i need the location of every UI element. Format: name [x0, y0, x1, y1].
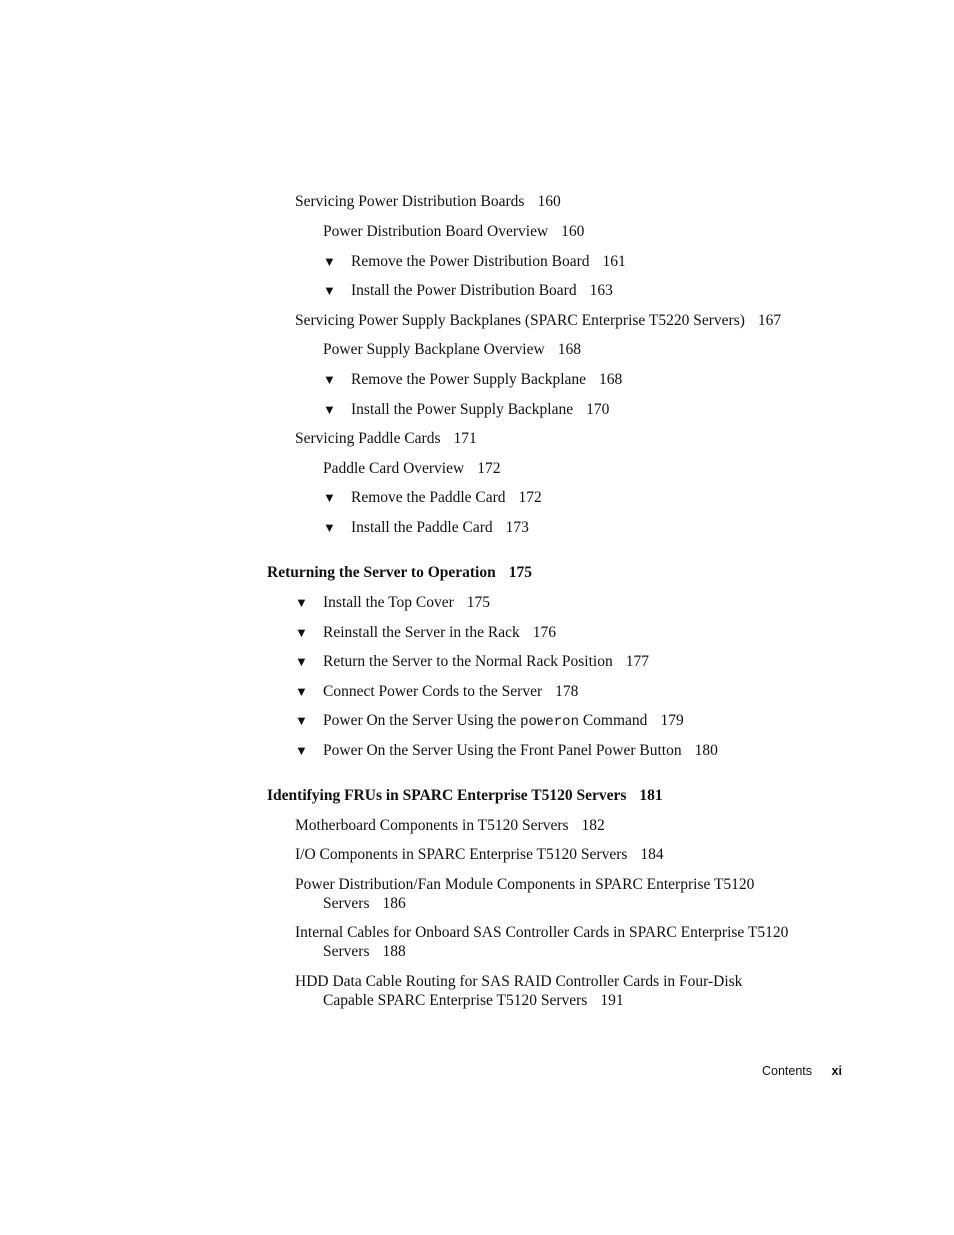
toc-entry-title: Reinstall the Server in the Rack	[323, 624, 520, 641]
toc-chapter-entry[interactable]	[267, 563, 532, 582]
toc-entry-title-line2: Servers	[323, 943, 370, 960]
toc-entry-title: Servicing Power Distribution Boards	[295, 193, 525, 210]
toc-task-entry[interactable]	[323, 252, 626, 271]
toc-entry[interactable]	[323, 222, 584, 241]
toc-entry-page: 173	[505, 519, 529, 536]
toc-task-entry[interactable]	[295, 741, 718, 760]
task-triangle-icon: ▼	[295, 625, 308, 640]
toc-entry-title-line1: HDD Data Cable Routing for SAS RAID Controller Cards in Four-Disk	[295, 973, 743, 990]
toc-entry-title: Paddle Card Overview	[323, 460, 465, 477]
toc-entry-page: 160	[537, 193, 561, 210]
toc-task-entry[interactable]	[323, 400, 610, 419]
task-triangle-icon: ▼	[323, 254, 336, 269]
toc-entry-page: 191	[600, 992, 624, 1009]
toc-entry-title-line1: Power Distribution/Fan Module Components in SPARC Enterprise T5120	[295, 876, 755, 893]
task-triangle-icon: ▼	[323, 402, 336, 417]
toc-task-entry[interactable]	[295, 623, 556, 642]
toc-chapter-title: Returning the Server to Operation	[267, 564, 496, 581]
toc-entry-multiline[interactable]	[295, 875, 754, 913]
toc-entry-title: Return the Server to the Normal Rack Position	[323, 653, 613, 670]
toc-entry-title-line1: Internal Cables for Onboard SAS Controller Cards in SPARC Enterprise T5120	[295, 924, 789, 941]
toc-task-entry[interactable]	[323, 281, 613, 300]
task-triangle-icon: ▼	[295, 654, 308, 669]
toc-entry-title: Power Supply Backplane Overview	[323, 341, 545, 358]
toc-task-entry[interactable]	[323, 518, 529, 537]
toc-chapter-page: 181	[639, 787, 663, 804]
task-triangle-icon: ▼	[323, 372, 336, 387]
toc-entry-multiline[interactable]	[295, 923, 788, 961]
toc-entry-title-end: Command	[582, 712, 648, 729]
toc-entry-page: 161	[602, 253, 626, 270]
toc-entry[interactable]	[295, 192, 561, 211]
footer-label: Contents	[762, 1064, 813, 1078]
toc-entry[interactable]	[295, 429, 477, 448]
command-name-code: poweron	[520, 714, 579, 730]
toc-entry-page: 182	[581, 817, 605, 834]
toc-entry-page: 167	[757, 312, 782, 329]
toc-entry-page: 168	[557, 341, 581, 358]
toc-entry-title: Remove the Paddle Card	[351, 489, 506, 506]
task-triangle-icon: ▼	[323, 490, 336, 505]
toc-entry-title: Connect Power Cords to the Server	[323, 683, 543, 700]
toc-entry-page: 184	[640, 846, 664, 863]
toc-task-entry[interactable]	[295, 652, 649, 671]
toc-entry-title: Servicing Paddle Cards	[295, 430, 441, 447]
toc-entry-page: 176	[532, 624, 556, 641]
task-triangle-icon: ▼	[295, 743, 308, 758]
toc-entry-title: Install the Power Distribution Board	[351, 282, 577, 299]
toc-entry-title: Install the Power Supply Backplane	[351, 401, 574, 418]
toc-entry-page: 172	[477, 460, 501, 477]
toc-task-entry[interactable]	[295, 711, 684, 732]
toc-entry-page: 163	[589, 282, 613, 299]
toc-entry-title: Power On the Server Using the Front Panel Power Button	[323, 742, 682, 759]
toc-entry-page: 170	[586, 401, 610, 418]
toc-entry-title: Power Distribution Board Overview	[323, 223, 549, 240]
toc-entry-title-start: Power On the Server Using the	[323, 712, 517, 729]
toc-entry-page: 186	[382, 895, 406, 912]
toc-entry-title: Install the Top Cover	[323, 594, 454, 611]
toc-entry-page: 171	[453, 430, 477, 447]
toc-task-entry[interactable]	[295, 593, 491, 612]
task-triangle-icon: ▼	[295, 684, 308, 699]
toc-entry-page: 172	[518, 489, 542, 506]
toc-entry-page: 168	[599, 371, 623, 388]
toc-task-entry[interactable]	[323, 370, 623, 389]
toc-task-entry[interactable]	[323, 488, 542, 507]
toc-entry[interactable]	[323, 340, 581, 359]
toc-entry-page: 180	[694, 742, 718, 759]
task-triangle-icon: ▼	[295, 713, 308, 728]
toc-entry-title: Motherboard Components in T5120 Servers	[295, 817, 569, 834]
toc-entry-title: Remove the Power Distribution Board	[351, 253, 590, 270]
toc-entry[interactable]	[295, 311, 781, 330]
toc-chapter-page: 175	[508, 564, 532, 581]
toc-entry-page: 178	[555, 683, 579, 700]
toc-entry-title: Install the Paddle Card	[351, 519, 493, 536]
toc-entry-page: 160	[561, 223, 585, 240]
toc-entry-title: Remove the Power Supply Backplane	[351, 371, 587, 388]
toc-entry[interactable]	[295, 845, 664, 864]
footer-page-number: xi	[831, 1064, 842, 1078]
toc-entry-title-line2: Servers	[323, 895, 370, 912]
toc-entry[interactable]	[323, 459, 500, 478]
toc-chapter-title: Identifying FRUs in SPARC Enterprise T5120 Servers	[267, 787, 627, 804]
toc-entry-title: Servicing Power Supply Backplanes (SPARC Enterprise T5220 Servers)	[295, 312, 745, 329]
toc-entry-page: 188	[382, 943, 406, 960]
toc-entry-page: 177	[625, 653, 649, 670]
task-triangle-icon: ▼	[323, 283, 336, 298]
task-triangle-icon: ▼	[295, 595, 308, 610]
toc-entry[interactable]	[295, 816, 605, 835]
task-triangle-icon: ▼	[323, 520, 336, 535]
toc-entry-title-line2: Capable SPARC Enterprise T5120 Servers	[323, 992, 588, 1009]
toc-entry-page: 179	[660, 712, 684, 729]
toc-entry-title: I/O Components in SPARC Enterprise T5120 Servers	[295, 846, 628, 863]
toc-entry-page: 175	[466, 594, 491, 611]
toc-entry-multiline[interactable]	[295, 972, 742, 1010]
toc-chapter-entry[interactable]	[267, 786, 663, 805]
page-footer	[762, 1063, 842, 1079]
toc-task-entry[interactable]	[295, 682, 579, 701]
